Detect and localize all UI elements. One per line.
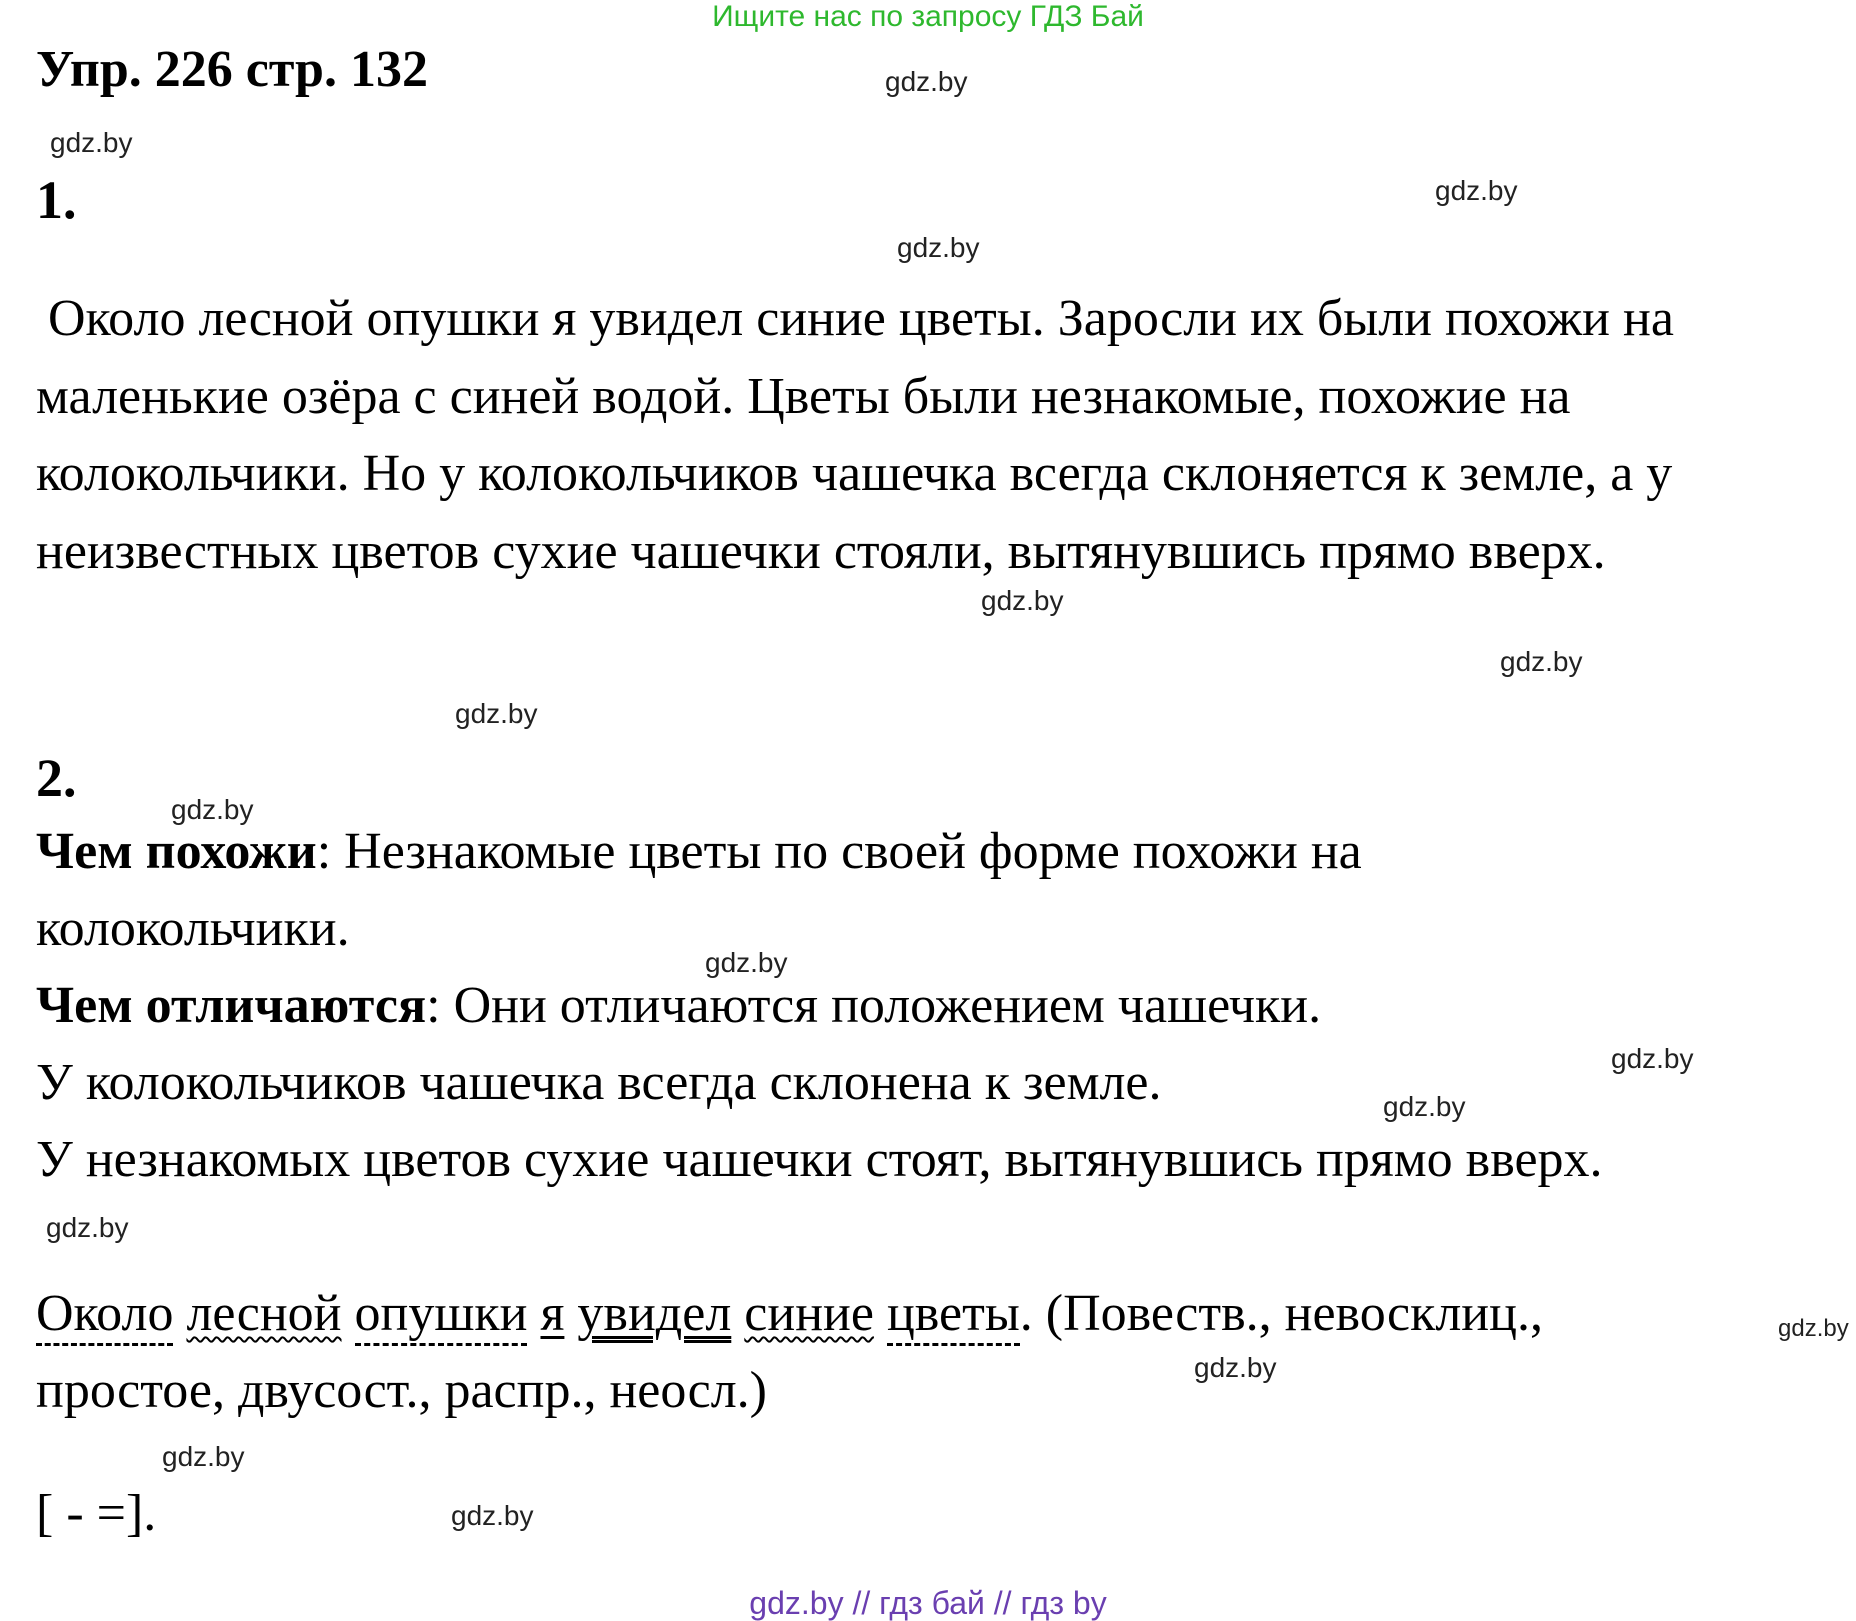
- difference-line: [36, 974, 1321, 1038]
- word-sinie: синие: [744, 1285, 874, 1342]
- unknown-flowers-line: У незнакомых цветов сухие чашечки стоят, вытянувшись прямо вверх.: [36, 1131, 1603, 1188]
- section-1-paragraph: [36, 280, 1796, 590]
- watermark: gdz.by: [1383, 1091, 1466, 1122]
- sentence-end: .: [1019, 1285, 1033, 1342]
- word-tsvety: цветы: [887, 1285, 1020, 1346]
- page-title: Упр. 226 стр. 132: [36, 41, 428, 98]
- bellflower-line: У колокольчиков чашечка всегда склонена к земле.: [36, 1054, 1162, 1111]
- watermark: gdz.by: [885, 66, 968, 97]
- watermark: gdz.by: [1194, 1352, 1277, 1383]
- watermark: gdz.by: [171, 794, 254, 825]
- similar-continuation: колокольчики.: [36, 900, 350, 957]
- word-lesnoy: лесной: [186, 1285, 342, 1342]
- search-banner: Ищите нас по запросу ГДЗ Бай: [712, 0, 1144, 33]
- footer-links: gdz.by // гдз бай // гдз by: [749, 1585, 1107, 1621]
- watermark: gdz.by: [50, 127, 133, 158]
- watermark: gdz.by: [455, 698, 538, 729]
- watermark: gdz.by: [1611, 1043, 1694, 1074]
- section-1-text: Около лесной опушки я увидел синие цветы. Заросли их были похожи на маленькие озёра с синей водой. Цветы были незнакомые, похожие на колокольчики. Но у колокольчиков чашечка всегда склоняется к земле, а у неизвестных цветов сухие чашечки стояли, вытянувшись прямо вверх.: [36, 290, 1674, 580]
- difference-label: Чем отличаются: [36, 977, 427, 1034]
- parse-note: (Повеств., невосклиц.,: [1032, 1285, 1543, 1342]
- word-ya: я: [540, 1285, 565, 1342]
- section-2-number: 2.: [36, 748, 77, 808]
- similar-text: : Незнакомые цветы по своей форме похожи на: [316, 823, 1362, 880]
- similar-label: Чем похожи: [36, 823, 317, 880]
- watermark: gdz.by: [1778, 1315, 1849, 1342]
- word-uvidel: увидел: [577, 1285, 732, 1342]
- watermark: gdz.by: [897, 232, 980, 263]
- watermark: gdz.by: [1435, 175, 1518, 206]
- word-okolo: Около: [36, 1285, 173, 1346]
- parsed-sentence: [36, 1282, 1543, 1346]
- watermark: gdz.by: [705, 947, 788, 978]
- section-1-number: 1.: [36, 170, 77, 230]
- similar-line: [36, 820, 1362, 884]
- watermark: gdz.by: [451, 1500, 534, 1531]
- watermark: gdz.by: [46, 1212, 129, 1243]
- watermark: gdz.by: [981, 585, 1064, 616]
- word-opushki: опушки: [355, 1285, 528, 1346]
- watermark: gdz.by: [1500, 646, 1583, 677]
- parse-note-continuation: простое, двусост., распр., неосл.): [36, 1362, 767, 1419]
- difference-text: : Они отличаются положением чашечки.: [426, 977, 1322, 1034]
- watermark: gdz.by: [162, 1441, 245, 1472]
- sentence-scheme: [ - =].: [36, 1485, 157, 1542]
